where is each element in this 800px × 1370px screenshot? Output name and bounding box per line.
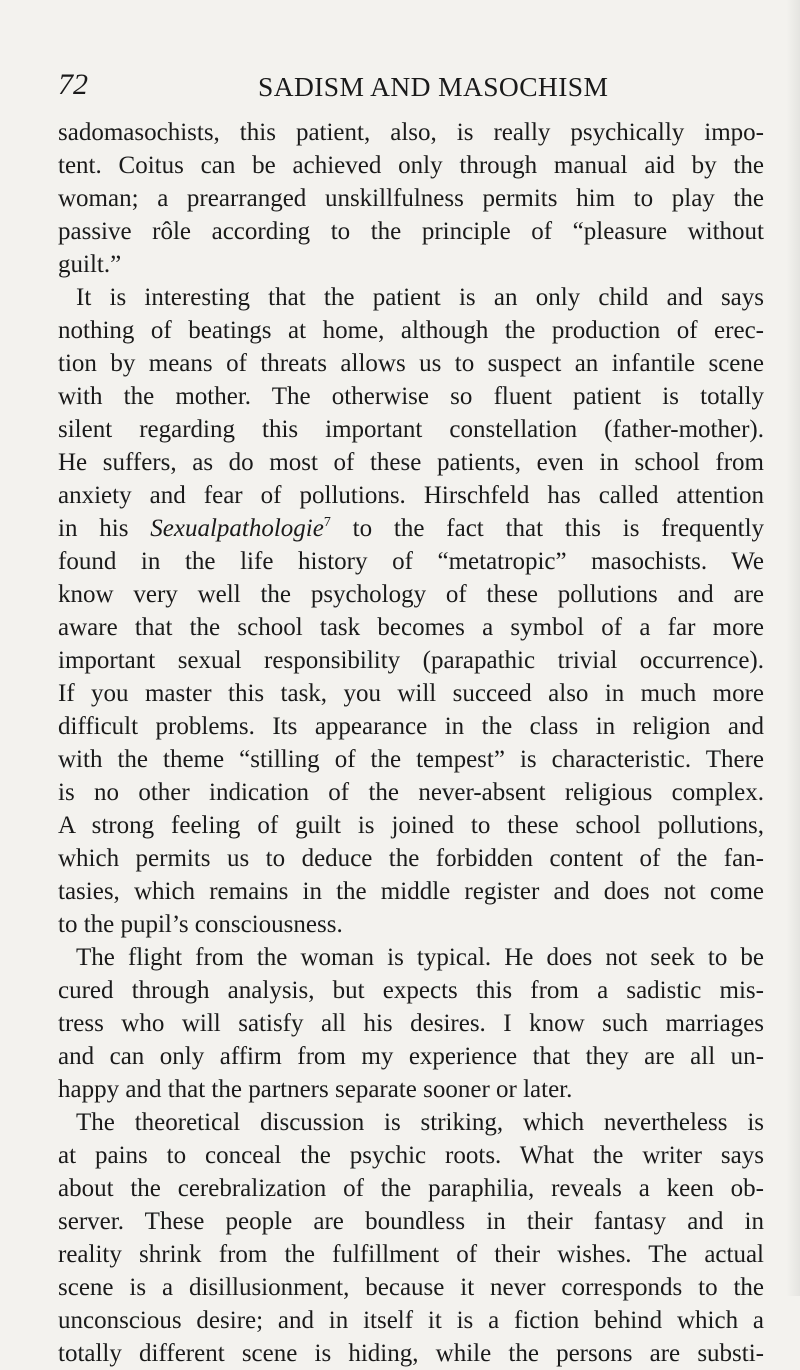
text-line: It is interesting that the patient is an only child and says [76, 284, 764, 311]
text-line: He suffers, as do most of these patients, even in school from [58, 449, 764, 476]
text-line: passive rôle according to the principle of “pleasure without [58, 218, 764, 245]
text-line: happy and that the partners separate sooner or later. [58, 1076, 573, 1103]
text-line: with the mother. The otherwise so fluent patient is totally [58, 383, 764, 410]
page-number: 72 [58, 68, 88, 101]
book-title: Sexualpathologie [150, 515, 324, 542]
text-line: anxiety and fear of pollutions. Hirschfeld has called attention [58, 482, 764, 509]
text-line: unconscious desire; and in itself it is a fiction behind which a [58, 1307, 764, 1334]
text-line: aware that the school task becomes a symbol of a far more [58, 614, 764, 641]
page-edge-shadow [786, 0, 800, 1296]
footnote-marker: 7 [323, 515, 331, 530]
text-line: tion by means of threats allows us to suspect an infantile scene [58, 350, 764, 377]
text-line: difficult problems. Its appearance in the class in religion and [58, 713, 764, 740]
text-line: about the cerebralization of the paraphilia, reveals a keen ob- [58, 1175, 764, 1202]
text-line: The flight from the woman is typical. He does not seek to be [76, 944, 764, 971]
text-line: scene is a disillusionment, because it never corresponds to the [58, 1274, 764, 1301]
text-line: to the pupil’s consciousness. [58, 911, 343, 938]
text-line: tasies, which remains in the middle register and does not come [58, 878, 764, 905]
text-line: A strong feeling of guilt is joined to these school pollutions, [58, 812, 764, 839]
text-line: If you master this task, you will succeed also in much more [58, 680, 764, 707]
text-line-with-citation [58, 512, 764, 545]
text-line: reality shrink from the fulfillment of their wishes. The actual [58, 1241, 764, 1268]
text-line: tent. Coitus can be achieved only through manual aid by the [58, 152, 764, 179]
text-line: important sexual responsibility (parapathic trivial occurrence). [58, 647, 764, 674]
text-line: which permits us to deduce the forbidden content of the fan- [58, 845, 764, 872]
text-line: silent regarding this important constellation (father-mother). [58, 416, 764, 443]
body-text [58, 116, 764, 1370]
text-line: cured through analysis, but expects this from a sadistic mis- [58, 977, 764, 1004]
text-line: and can only affirm from my experience that they are all un- [58, 1043, 764, 1070]
text-line: tress who will satisfy all his desires. I know such marriages [58, 1010, 764, 1037]
text-line: sadomasochists, this patient, also, is really psychically impo- [58, 119, 764, 146]
text-line: know very well the psychology of these pollutions and are [58, 581, 764, 608]
text-line: found in the life history of “metatropic” masochists. We [58, 548, 764, 575]
text-line: server. These people are boundless in their fantasy and in [58, 1208, 764, 1235]
text-line: woman; a prearranged unskillfulness permits him to play the [58, 185, 764, 212]
citation-prefix: in his [58, 515, 129, 542]
text-line: is no other indication of the never-absent religious complex. [58, 779, 764, 806]
text-line: with the theme “stilling of the tempest” is characteristic. There [58, 746, 764, 773]
text-line: at pains to conceal the psychic roots. What the writer says [58, 1142, 764, 1169]
text-line: The theoretical discussion is striking, which nevertheless is [76, 1109, 764, 1136]
text-line: guilt.” [58, 251, 122, 278]
text-line: nothing of beatings at home, although the production of erec- [58, 317, 764, 344]
text-line: totally different scene is hiding, while the persons are substi- [58, 1340, 764, 1367]
citation-rest: to the fact that this is frequently [352, 515, 765, 542]
running-head: SADISM AND MASOCHISM [258, 71, 609, 102]
